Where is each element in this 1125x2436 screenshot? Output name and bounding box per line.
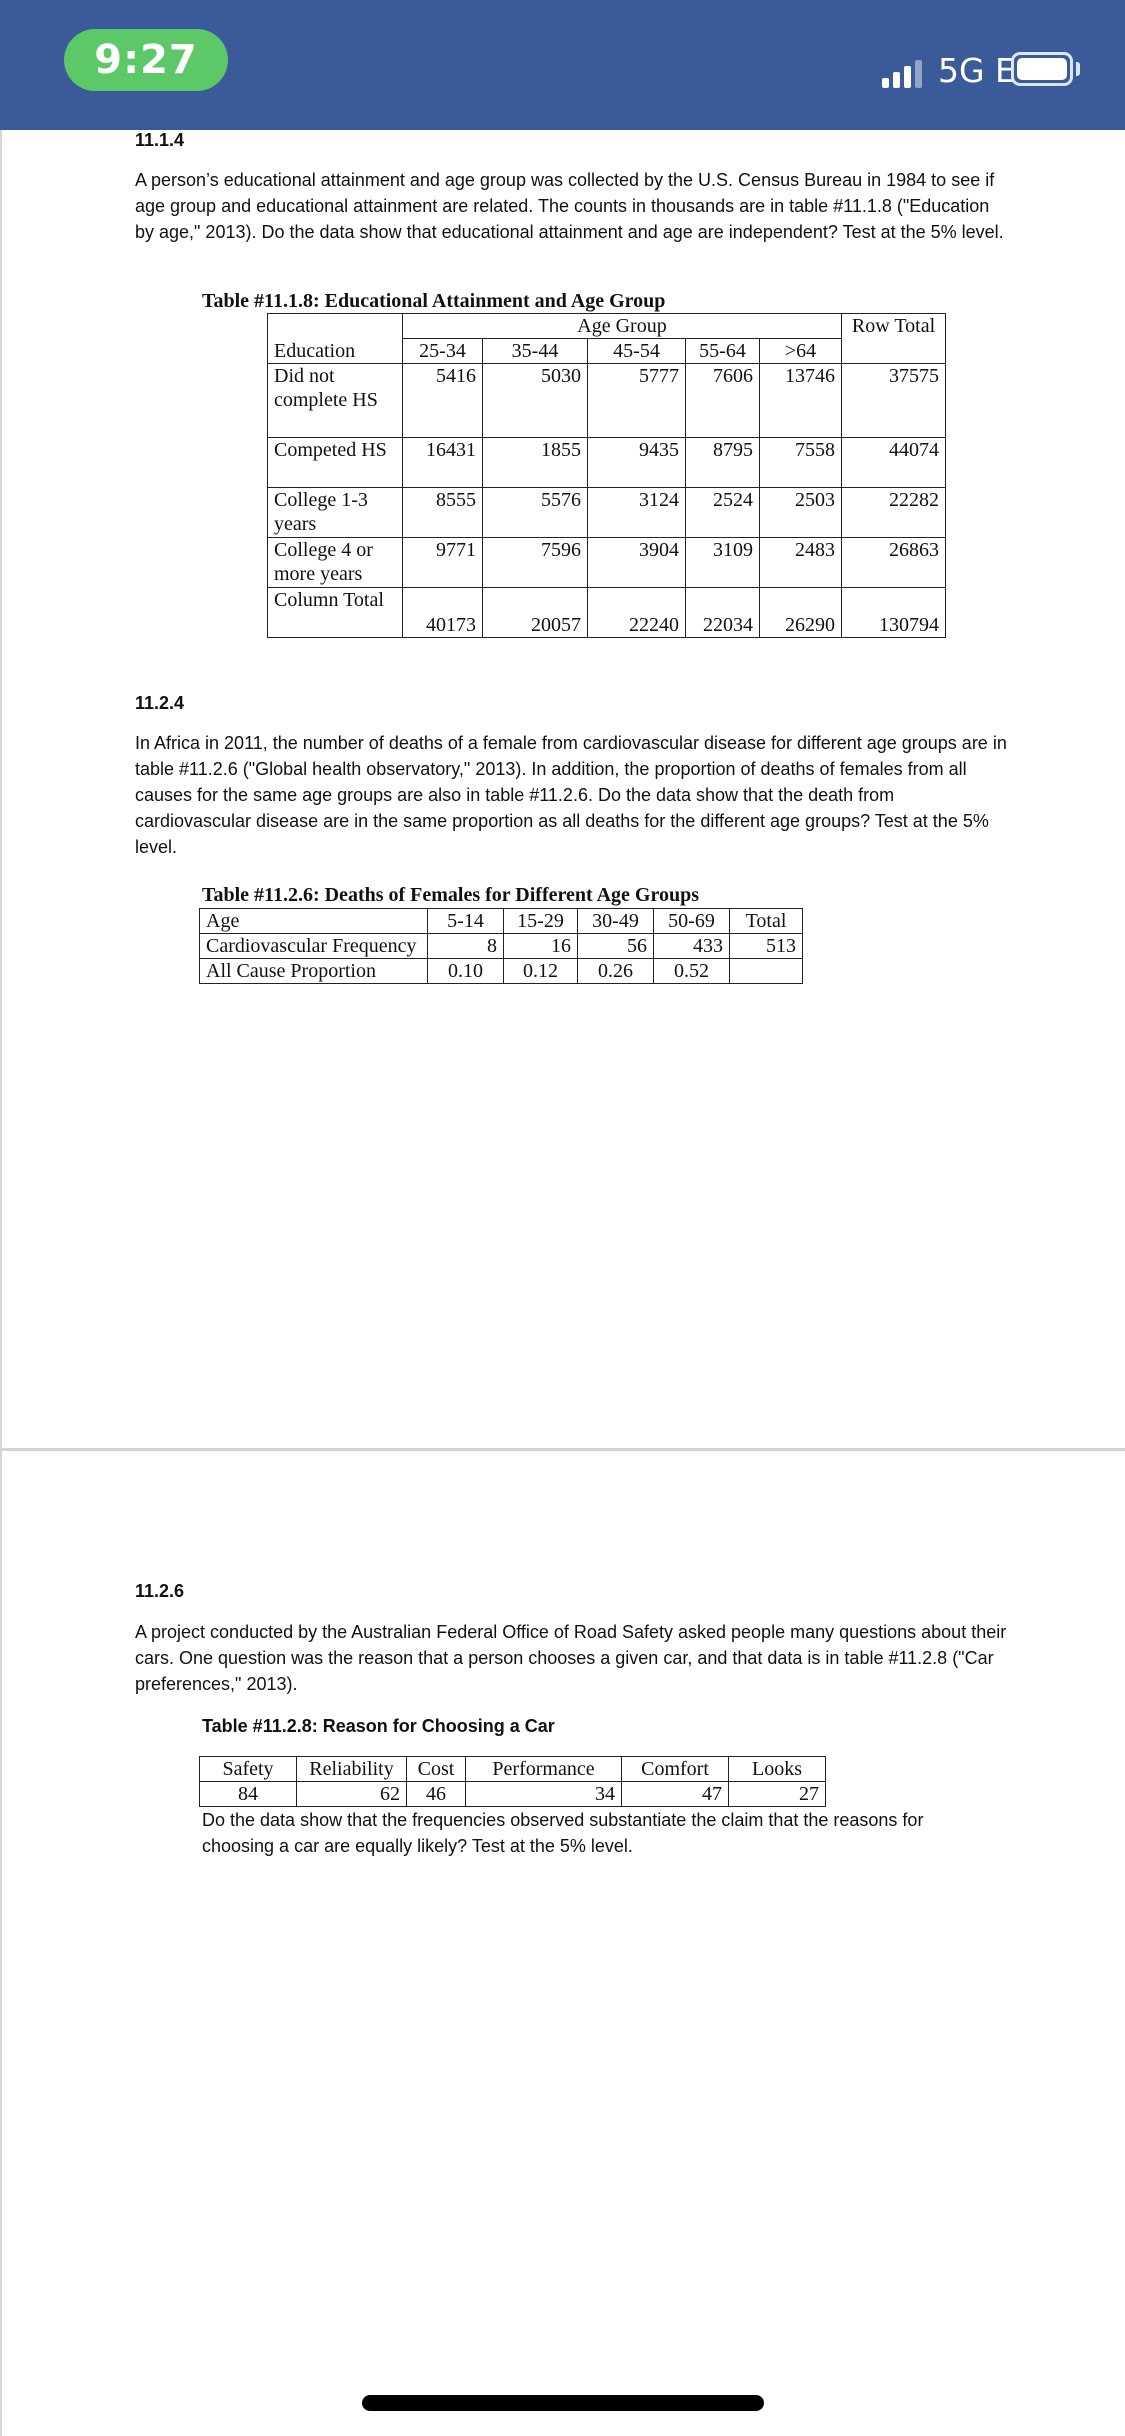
table-cell: 7558	[760, 438, 842, 488]
column-header: Safety	[200, 1757, 297, 1782]
table-cell: 2483	[760, 538, 842, 588]
table-row	[200, 934, 803, 959]
table-cell: 26290	[760, 588, 842, 638]
row-total-cell: 37575	[842, 364, 946, 438]
table-cell: 40173	[403, 588, 483, 638]
education-header: Education	[268, 339, 403, 364]
table-cell	[268, 314, 403, 339]
table-cell: 5777	[588, 364, 686, 438]
table-cell: 13746	[760, 364, 842, 438]
table-cell: 7596	[483, 538, 588, 588]
table-caption: Table #11.2.8: Reason for Choosing a Car	[202, 1716, 555, 1736]
table-cell: 7606	[686, 364, 760, 438]
table-cell: 20057	[483, 588, 588, 638]
table-cell: 3124	[588, 488, 686, 538]
age-group-header: Age Group	[403, 314, 842, 339]
column-header: >64	[760, 339, 842, 364]
row-label: College 4 or more years	[268, 538, 403, 588]
table-cell: 8	[428, 934, 504, 959]
table-cell: 46	[407, 1782, 466, 1807]
row-total-cell: 130794	[842, 588, 946, 638]
education-age-table	[267, 313, 946, 638]
document-page-1	[0, 130, 1125, 1448]
table-cell: 5416	[403, 364, 483, 438]
table-cell: 16431	[403, 438, 483, 488]
column-header: Total	[730, 909, 803, 934]
document-page-2	[0, 1451, 1125, 2436]
section-heading: 11.1.4	[135, 130, 185, 150]
row-total-cell: 22282	[842, 488, 946, 538]
column-header: 55-64	[686, 339, 760, 364]
home-indicator[interactable]	[362, 2395, 764, 2411]
female-deaths-table	[199, 908, 803, 984]
table-row	[200, 959, 803, 984]
row-label: Cardiovascular Frequency	[200, 934, 428, 959]
row-label: College 1-3 years	[268, 488, 403, 538]
table-cell: 5576	[483, 488, 588, 538]
row-total-cell: 44074	[842, 438, 946, 488]
table-row	[268, 538, 946, 588]
column-header: 45-54	[588, 339, 686, 364]
table-cell: 8555	[403, 488, 483, 538]
table-cell: 0.52	[654, 959, 730, 984]
row-label: All Cause Proportion	[200, 959, 428, 984]
column-header: 5-14	[428, 909, 504, 934]
table-row	[268, 438, 946, 488]
table-cell: 9435	[588, 438, 686, 488]
section-heading: 11.2.6	[135, 1581, 185, 1601]
table-cell: 8795	[686, 438, 760, 488]
table-cell: 5030	[483, 364, 588, 438]
table-cell: 0.10	[428, 959, 504, 984]
table-caption: Table #11.2.6: Deaths of Females for Different Age Groups	[202, 884, 700, 906]
table-cell: 0.26	[578, 959, 654, 984]
table-cell: 433	[654, 934, 730, 959]
column-header: Cost	[407, 1757, 466, 1782]
row-label: Competed HS	[268, 438, 403, 488]
table-cell	[730, 959, 803, 984]
table-cell: 22034	[686, 588, 760, 638]
column-header: 50-69	[654, 909, 730, 934]
table-cell: 16	[504, 934, 578, 959]
signal-strength-icon	[882, 60, 930, 88]
table-cell: 56	[578, 934, 654, 959]
table-cell: 84	[200, 1782, 297, 1807]
column-header: Performance	[466, 1757, 622, 1782]
table-row	[200, 909, 803, 934]
network-type: 5G E	[938, 51, 1016, 90]
column-header: 25-34	[403, 339, 483, 364]
problem-text: A person’s educational attainment and age group was collected by the U.S. Census Bureau in 1984 to see if age group and educational attainment are related. The counts in thousands are in table #11.1.8 ("Education by age," 2013). Do the data show that educational attainment and age are independent? Test at the 5% level.	[135, 170, 1004, 242]
section-heading: 11.2.4	[135, 693, 185, 713]
row-total-cell: 26863	[842, 538, 946, 588]
table-cell: 3904	[588, 538, 686, 588]
table-row	[200, 1782, 826, 1807]
status-bar	[0, 0, 1125, 130]
table-cell: 9771	[403, 538, 483, 588]
table-row	[268, 488, 946, 538]
problem-question: Do the data show that the frequencies observed substantiate the claim that the reasons for choosing a car are equally likely? Test at the 5% level.	[202, 1810, 924, 1856]
status-time: 9:27	[64, 29, 228, 91]
table-cell: 0.12	[504, 959, 578, 984]
row-label: Column Total	[268, 588, 403, 638]
column-header: Comfort	[622, 1757, 729, 1782]
row-total-header: Row Total	[842, 314, 946, 364]
table-cell: 513	[730, 934, 803, 959]
table-cell: 2524	[686, 488, 760, 538]
battery-tip	[1076, 62, 1080, 76]
table-cell: 62	[297, 1782, 407, 1807]
column-header: Reliability	[297, 1757, 407, 1782]
table-row	[268, 364, 946, 438]
table-row	[268, 588, 946, 638]
row-label: Did not complete HS	[268, 364, 403, 438]
table-cell: 3109	[686, 538, 760, 588]
table-cell: 47	[622, 1782, 729, 1807]
table-cell: 27	[729, 1782, 826, 1807]
problem-text: A project conducted by the Australian Federal Office of Road Safety asked people many questions about their cars. One question was the reason that a person chooses a given car, and that data is in table #11.2.8 ("Car preferences," 2013).	[135, 1622, 1007, 1694]
row-label: Age	[200, 909, 428, 934]
battery-icon	[1011, 52, 1073, 86]
table-cell: 2503	[760, 488, 842, 538]
table-cell: 1855	[483, 438, 588, 488]
column-header: 35-44	[483, 339, 588, 364]
car-reasons-table	[199, 1756, 826, 1807]
table-row	[200, 1757, 826, 1782]
column-header: 15-29	[504, 909, 578, 934]
column-header: 30-49	[578, 909, 654, 934]
table-cell: 34	[466, 1782, 622, 1807]
column-header: Looks	[729, 1757, 826, 1782]
table-caption: Table #11.1.8: Educational Attainment and Age Group	[202, 290, 666, 312]
table-cell: 22240	[588, 588, 686, 638]
table-row	[268, 314, 946, 339]
problem-text: In Africa in 2011, the number of deaths of a female from cardiovascular disease for different age groups are in table #11.2.6 ("Global health observatory," 2013). In addition, the proportion of deaths of females from all causes for the same age groups are also in table #11.2.6. Do the data show that the death from cardiovascular disease are in the same proportion as all deaths for the different age groups? Test at the 5% level.	[135, 733, 1007, 857]
